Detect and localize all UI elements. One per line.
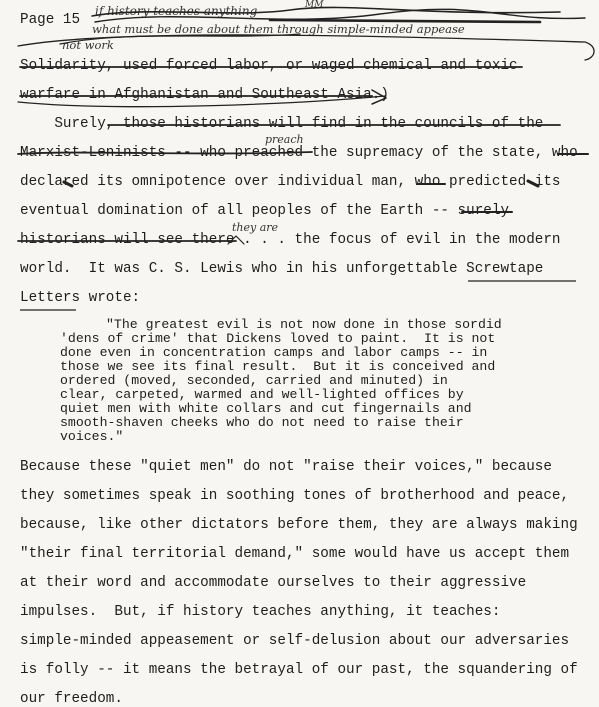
quote-line-1: "The greatest evil is not now done in those sordid	[106, 317, 502, 332]
text-line-7: historians will see there . . . the focus of evil in the modern	[20, 232, 561, 248]
handwritten-note-1: if history teaches anything	[95, 4, 258, 18]
quote-line-4: those we see its final result. But it is conceived and	[60, 359, 496, 374]
handwritten-note-3: not work	[62, 38, 114, 52]
quote-line-5: ordered (moved, seconded, carried and minuted) in	[60, 373, 448, 388]
quote-line-8: smooth-shaven cheeks who do not need to raise their	[60, 415, 464, 430]
text-line-2: warfare in Afghanistan and Southeast Asia.)	[20, 87, 389, 103]
quote-line-3: done even in concentration camps and labor camps -- in	[60, 345, 488, 360]
text-line-1: Solidarity, used forced labor, or waged chemical and toxic	[20, 58, 518, 74]
text-line-9: Letters wrote:	[20, 290, 141, 306]
insertion-preach: preach	[265, 133, 304, 146]
quote-line-9: voices."	[60, 429, 124, 444]
insertion-they-are: they are	[232, 221, 279, 234]
text-line-8: world. It was C. S. Lewis who in his unforgettable Screwtape	[20, 261, 544, 277]
text-line-6: eventual domination of all peoples of the Earth -- surely	[20, 203, 510, 219]
text-line-10: Because these "quiet men" do not "raise their voices," because	[20, 459, 552, 475]
text-line-4: Marxist-Leninists -- who preached the supremacy of the state, who	[20, 145, 578, 161]
text-line-17: is folly -- it means the betrayal of our past, the squandering of	[20, 662, 578, 678]
text-line-12: because, like other dictators before them, they are always making	[20, 517, 578, 533]
quote-line-2: 'dens of crime' that Dickens loved to paint. It is not	[60, 331, 496, 346]
text-line-5: declared its omnipotence over individual man, who predicted its	[20, 174, 561, 190]
text-line-3: Surely, those historians will find in the councils of the	[20, 116, 544, 132]
text-line-14: at their word and accommodate ourselves to their aggressive	[20, 575, 527, 591]
text-line-15: impulses. But, if history teaches anything, it teaches:	[20, 604, 501, 620]
quote-line-6: clear, carpeted, warmed and well-lighted offices by	[60, 387, 464, 402]
handwritten-note-top: MM	[305, 0, 324, 10]
text-line-11: they sometimes speak in soothing tones of brotherhood and peace,	[20, 488, 570, 504]
quote-line-7: quiet men with white collars and cut fingernails and	[60, 401, 472, 416]
text-line-13: "their final territorial demand," some would have us accept them	[20, 546, 570, 562]
page-number: Page 15	[20, 12, 81, 28]
text-line-18: our freedom.	[20, 691, 123, 707]
handwritten-note-2: what must be done about them through simple-minded appease	[92, 22, 465, 36]
text-line-16: simple-minded appeasement or self-delusion about our adversaries	[20, 633, 570, 649]
